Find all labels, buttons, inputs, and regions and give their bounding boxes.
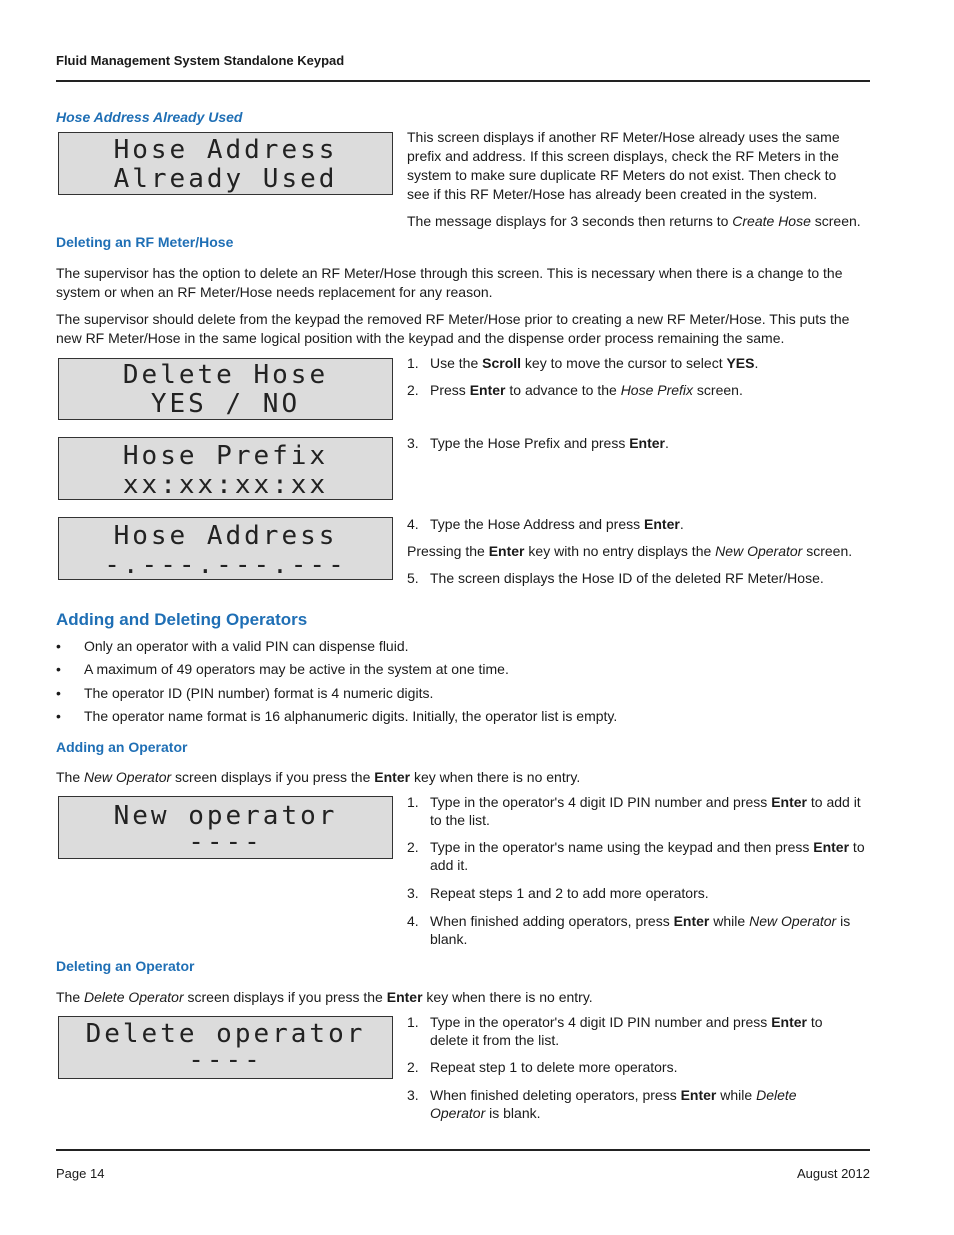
- lcd-line-2: ----: [188, 827, 263, 857]
- footer-rule: [56, 1149, 870, 1151]
- paragraph-hose-used-description: This screen displays if another RF Meter/Hose already uses the same prefix and address. If this screen displays, check the RF Meters in the system to make sure duplicate RF Meters do not exist. Then check to see if this RF Meter/Hose has already been created in the system.: [407, 129, 840, 202]
- note-enter-no-entry: Pressing the Enter key with no entry displays the New Operator screen.: [407, 543, 853, 559]
- lcd-line-2: xx:xx:xx:xx: [122, 470, 329, 500]
- paragraph-delete-meter-2: The supervisor should delete from the keypad the removed RF Meter/Hose prior to creating a new RF Meter/Hose. This puts the new RF Meter/Hose in the same logical position with the keypad and the dispense order process remaining the same.: [56, 311, 850, 346]
- lcd-new-operator: [58, 796, 393, 859]
- publication-date: August 2012: [796, 1166, 870, 1181]
- paragraph-add-operator-intro: The New Operator screen displays if you press the Enter key when there is no entry.: [56, 769, 581, 785]
- heading-deleting-rf-meter: Deleting an RF Meter/Hose: [56, 234, 234, 250]
- lcd-line-1: Hose Address: [113, 521, 338, 551]
- lcd-line-1: Hose Prefix: [122, 441, 329, 471]
- lcd-line-1: Hose Address: [113, 135, 338, 165]
- page-number: Page 14: [56, 1166, 105, 1181]
- paragraph-delete-meter-1: The supervisor has the option to delete an RF Meter/Hose through this screen. This is necessary when there is a change to the system or when an RF Meter/Hose needs replacement for any reason.: [56, 265, 843, 300]
- lcd-hose-address: [58, 517, 393, 580]
- heading-deleting-operator: Deleting an Operator: [56, 958, 195, 974]
- lcd-delete-operator: [58, 1016, 393, 1079]
- lcd-hose-prefix: [58, 437, 393, 500]
- paragraph-delete-operator-intro: The Delete Operator screen displays if you press the Enter key when there is no entry.: [56, 989, 593, 1005]
- lcd-line-1: New operator: [113, 801, 338, 831]
- heading-hose-address-already-used: Hose Address Already Used: [56, 109, 243, 125]
- heading-adding-deleting-operators: Adding and Deleting Operators: [56, 610, 308, 629]
- lcd-delete-hose: [58, 358, 393, 420]
- heading-adding-operator: Adding an Operator: [56, 739, 188, 755]
- lcd-line-2: ----: [188, 1045, 263, 1075]
- lcd-hose-address-already-used: [58, 132, 393, 195]
- lcd-line-2: -.---.---.---: [104, 550, 347, 580]
- lcd-line-2: Already Used: [113, 164, 338, 194]
- paragraph-hose-used-timeout: The message displays for 3 seconds then returns to Create Hose screen.: [407, 213, 861, 229]
- lcd-line-1: Delete Hose: [122, 360, 329, 390]
- document-header: Fluid Management System Standalone Keypad: [56, 53, 345, 68]
- header-rule: [56, 80, 870, 82]
- lcd-line-1: Delete operator: [85, 1019, 366, 1049]
- lcd-line-2: YES / NO: [150, 389, 301, 419]
